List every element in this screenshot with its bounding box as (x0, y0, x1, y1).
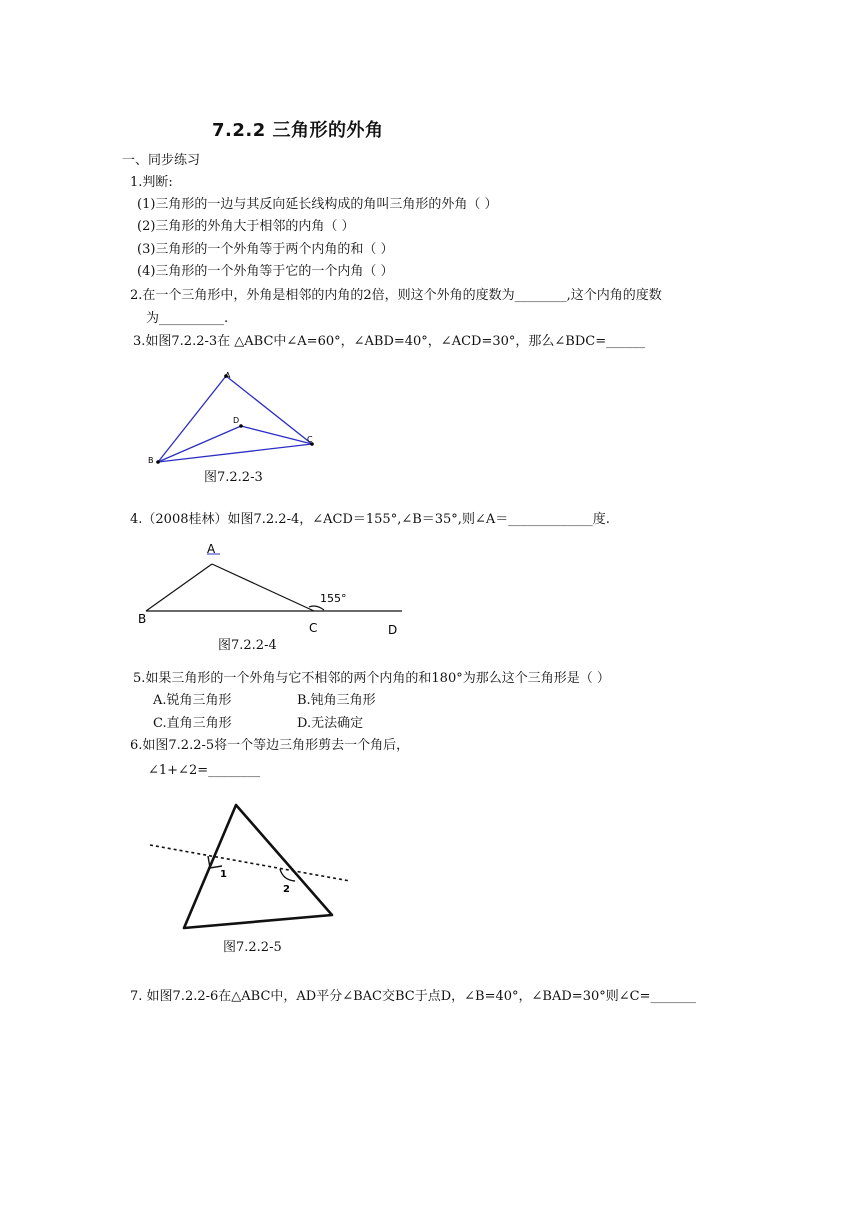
q5-option-c: C.直角三角形 (153, 716, 232, 731)
label-c: C (307, 435, 313, 444)
figure-caption-5: 图7.2.2-5 (223, 940, 282, 955)
q1-item-2: (2)三角形的外角大于相邻的内角（ ） (137, 219, 355, 234)
figure-7-2-2-3 (140, 365, 330, 470)
q5-option-b: B.钝角三角形 (297, 693, 376, 708)
q2-line-2: 为__________. (146, 311, 229, 326)
q7-text: 7. 如图7.2.2-6在△ABC中，AD平分∠BAC交BC于点D，∠B=40°，∠BAD=30°则∠C=_______ (130, 989, 696, 1004)
label-a: A (207, 542, 216, 556)
q1-item-3: (3)三角形的一个外角等于两个内角的和（ ） (137, 242, 394, 257)
label-a: A (225, 371, 231, 380)
angle-1-label: 1 (220, 869, 227, 880)
label-c: C (309, 621, 318, 635)
q5-option-d: D.无法确定 (297, 716, 364, 731)
label-d: D (388, 623, 398, 637)
q5-option-a: A.锐角三角形 (153, 693, 232, 708)
q2-line-1: 2.在一个三角形中，外角是相邻的内角的2倍，则这个外角的度数为________,这个内角的度数 (130, 288, 662, 303)
angle-label: 155° (320, 592, 347, 605)
figure-caption-4: 图7.2.2-4 (218, 638, 277, 653)
q4-text: 4.（2008桂林）如图7.2.2-4，∠ACD＝155°,∠B＝35°,则∠A＝_____________度. (130, 512, 610, 527)
q1-item-1: (1)三角形的一边与其反向延长线构成的角叫三角形的外角（ ） (137, 197, 498, 212)
q6-line-1: 6.如图7.2.2-5将一个等边三角形剪去一个角后， (130, 738, 410, 753)
page-title: 7.2.2 三角形的外角 (212, 120, 384, 141)
q5-text: 5.如果三角形的一个外角与它不相邻的两个内角的和180°为那么这个三角形是（ ） (133, 671, 610, 686)
figure-7-2-2-5 (140, 795, 360, 940)
angle-2-label: 2 (283, 884, 290, 895)
section-heading: 一、同步练习 (122, 153, 201, 168)
label-b: B (138, 612, 147, 626)
q1-item-4: (4)三角形的一个外角等于它的一个内角（ ） (137, 264, 394, 279)
figure-7-2-2-4 (132, 540, 412, 638)
label-b: B (148, 456, 154, 465)
q1-stem: 1.判断: (130, 175, 173, 190)
q3-text: 3.如图7.2.2-3在 △ABC中∠A=60°，∠ABD=40°，∠ACD=30°，那么∠BDC=______ (133, 334, 646, 349)
label-d: D (233, 416, 240, 425)
figure-caption-3: 图7.2.2-3 (204, 470, 263, 485)
q6-line-2: ∠1+∠2=________ (148, 763, 261, 778)
